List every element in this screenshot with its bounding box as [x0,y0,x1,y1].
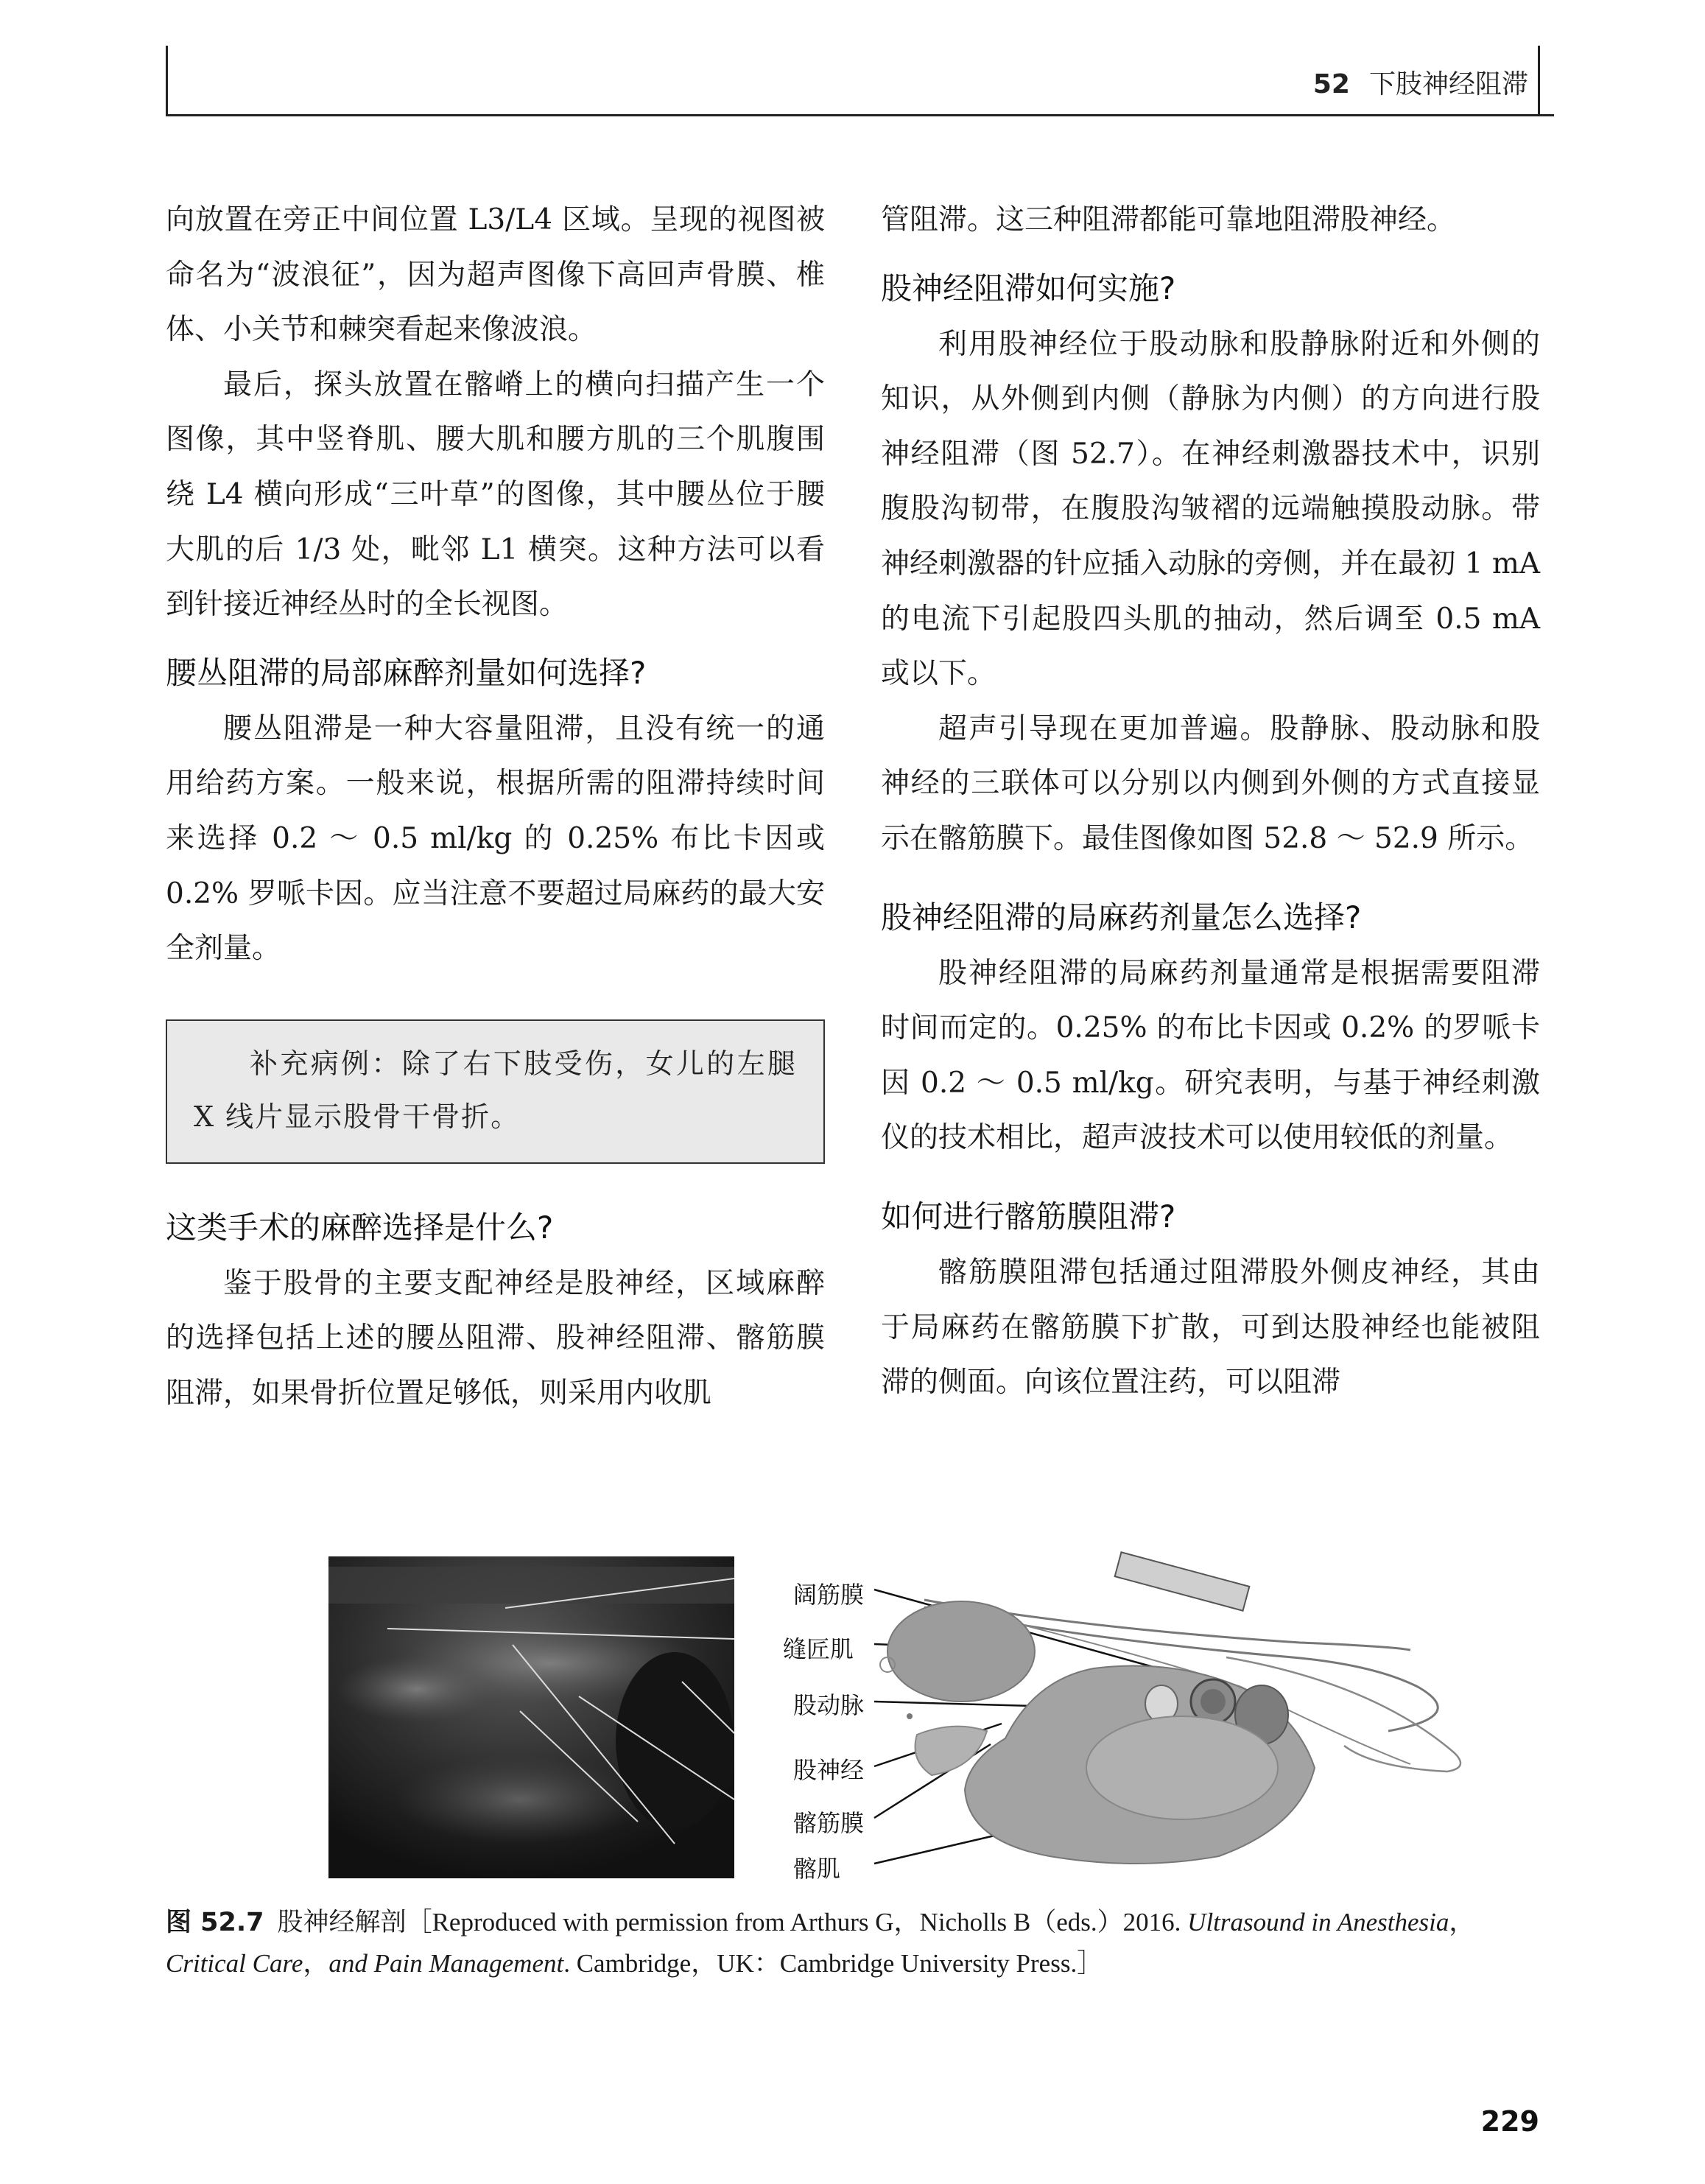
left-column [166,193,825,1422]
header-rule-left [166,46,168,116]
paragraph: 鉴于股骨的主要支配神经是股神经，区域麻醉的选择包括上述的腰丛阻滞、股神经阻滞、髂筋膜阻滞，如果骨折位置足够低，则采用内收肌 [166,1266,825,1410]
label-fascia-iliaca: 髂筋膜 [793,1809,865,1837]
section-heading: 股神经阻滞的局麻药剂量怎么选择? [881,899,1362,935]
section-heading: 这类手术的麻醉选择是什么? [166,1209,554,1246]
label-femoral-artery: 股动脉 [793,1691,865,1719]
label-iliacus: 髂肌 [793,1855,841,1883]
paragraph: 腰丛阻滞是一种大容量阻滞，且没有统一的通用给药方案。一般来说，根据所需的阻滞持续时间来选择 0.2 ～ 0.5 ml/kg 的 0.25% 布比卡因或 0.2% 罗哌卡因。应当注意不要超过局麻药的最大安全剂量。 [166,712,825,966]
section-heading: 如何进行髂筋膜阻滞? [881,1198,1176,1235]
running-header [1313,63,1528,101]
chapter-number: 52 [1312,69,1350,99]
caption-text: ， [303,1949,329,1978]
label-sartorius: 缝匠肌 [783,1635,854,1663]
label-fascia-lata: 阔筋膜 [793,1581,865,1609]
paragraph: 管阻滞。这三种阻滞都能可靠地阻滞股神经。 [881,203,1456,236]
caption-text: ［Reproduced with permission from Arthurs G，Nicholls B（eds.）2016. [406,1908,1188,1937]
figure-caption [166,1902,1550,1984]
anatomy-graphic [784,1547,1550,1893]
caption-text: . Cambridge，UK：Cambridge University Press.］ [563,1949,1103,1978]
section-heading: 腰丛阻滞的局部麻醉剂量如何选择? [166,654,647,691]
case-box-text: 补充病例：除了右下肢受伤，女儿的左腿 X 线片显示股骨干骨折。 [194,1047,797,1133]
case-box [166,1019,825,1164]
caption-book-title: Critical Care [166,1949,303,1978]
caption-book-title: Ultrasound in Anesthesia [1187,1908,1449,1937]
paragraph: 超声引导现在更加普遍。股静脉、股动脉和股神经的三联体可以分别以内侧到外侧的方式直接显示在髂筋膜下。最佳图像如图 52.8 ～ 52.9 所示。 [881,712,1540,855]
caption-label: 图 52.7 [166,1908,264,1937]
paragraph: 利用股神经位于股动脉和股静脉附近和外侧的知识，从外侧到内侧（静脉为内侧）的方向进行股神经阻滞（图 52.7）。在神经刺激器技术中，识别腹股沟韧带，在腹股沟皱褶的远端触摸股动脉。带神经刺激器的针应插入动脉的旁侧，并在最初 1 mA 的电流下引起股四头肌的抽动，然后调至 0.5 mA 或以下。 [881,327,1540,691]
caption-text: ， [1449,1908,1475,1937]
page-number: 229 [1480,2105,1539,2138]
paragraph: 股神经阻滞的局麻药剂量通常是根据需要阻滞时间而定的。0.25% 的布比卡因或 0.2% 的罗哌卡因 0.2 ～ 0.5 ml/kg。研究表明，与基于神经刺激仪的技术相比，超声波技术可以使用较低的剂量。 [881,956,1540,1155]
label-femoral-nerve: 股神经 [793,1756,865,1784]
anatomy-diagram [784,1547,1550,1893]
right-column [881,193,1540,1411]
section-heading: 股神经阻滞如何实施? [881,270,1176,306]
paragraph: 髂筋膜阻滞包括通过阻滞股外侧皮神经，其由于局麻药在髂筋膜下扩散，可到达股神经也能被阻滞的侧面。向该位置注药，可以阻滞 [881,1255,1540,1400]
ultrasound-graphic [328,1556,734,1878]
ultrasound-image [328,1556,734,1878]
chapter-title: 下肢神经阻滞 [1368,69,1528,99]
header-rule-right [1538,46,1540,116]
paragraph: 最后，探头放置在髂嵴上的横向扫描产生一个图像，其中竖脊肌、腰大肌和腰方肌的三个肌腹围绕 L4 横向形成“三叶草”的图像，其中腰丛位于腰大肌的后 1/3 处，毗邻 L1 横突。这种方法可以看到针接近神经丛时的全长视图。 [166,368,825,622]
paragraph: 向放置在旁正中间位置 L3/L4 区域。呈现的视图被命名为“波浪征”，因为超声图像下高回声骨膜、椎体、小关节和棘突看起来像波浪。 [166,203,825,347]
header-rule-bottom [166,114,1554,116]
caption-title: 股神经解剖 [277,1908,407,1937]
caption-book-title: and Pain Management [328,1949,564,1978]
